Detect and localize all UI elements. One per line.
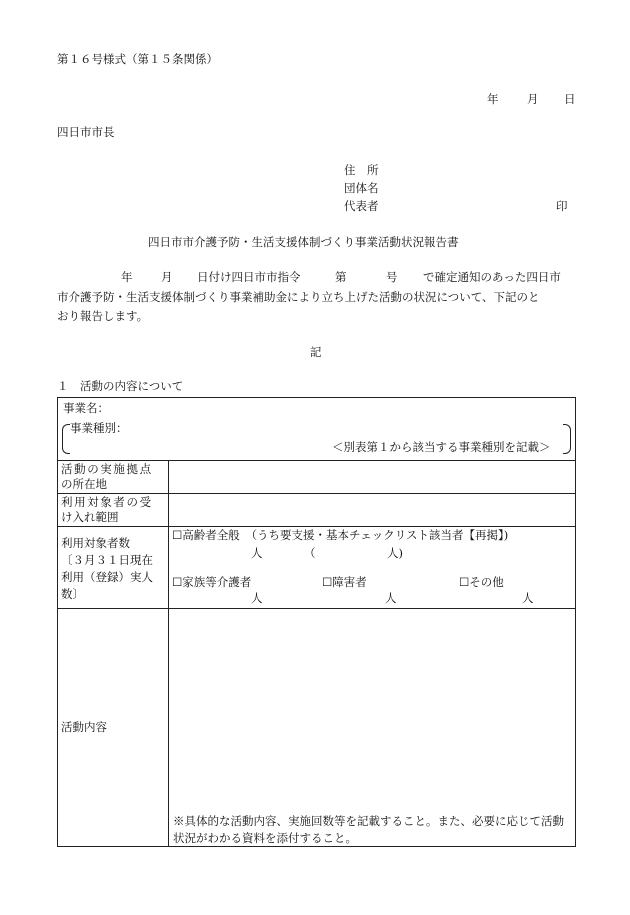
- form-number: 第１６号様式（第１５条関係）: [57, 52, 218, 66]
- location-label-2: の所在地: [61, 477, 107, 491]
- date-year: 年: [487, 92, 499, 106]
- count-label-2: 〔３月３１日現在: [61, 553, 153, 567]
- sender-address-label: 住 所: [344, 163, 379, 177]
- disabled-count-unit: 人: [385, 591, 397, 605]
- right-bracket: [563, 424, 571, 454]
- elderly-count-unit: 人: [251, 546, 263, 560]
- project-name-label: 事業名：: [63, 401, 109, 415]
- count-label-1: 利用対象者数: [61, 536, 130, 550]
- table-border-top: [57, 397, 576, 398]
- paren-open: （: [304, 546, 316, 560]
- ki-heading: 記: [310, 345, 322, 359]
- table-border-left: [57, 397, 58, 847]
- support-count-unit: 人): [387, 546, 403, 560]
- column-divider: [168, 460, 169, 847]
- scope-label-1: 利用対象者の受: [61, 495, 153, 509]
- location-label-1: 活動の実施拠点: [61, 462, 153, 476]
- body-line-3: おり報告します。: [57, 309, 149, 323]
- project-type-note: ＜別表第１から該当する事業種別を記載＞: [332, 440, 551, 454]
- activity-note-line-1: ※具体的な活動内容、実施回数等を記載すること。また、必要に応じて活動: [173, 814, 564, 828]
- body-date-text: 日付け四日市市指令: [197, 270, 301, 284]
- other-checkbox-option[interactable]: ☐その他: [459, 575, 504, 589]
- row-divider: [57, 460, 576, 461]
- sender-group-label: 団体名: [344, 181, 379, 195]
- body-tail: で確定通知のあった四日市: [423, 270, 561, 284]
- date-day: 日: [564, 92, 576, 106]
- count-label-3: 利用（登録）実人: [61, 570, 153, 584]
- row-divider: [57, 526, 576, 527]
- row-divider: [57, 493, 576, 494]
- sender-representative-label: 代表者: [344, 199, 379, 213]
- activity-table: [57, 397, 576, 847]
- body-number-suffix: 号: [386, 270, 398, 284]
- seal-mark: 印: [556, 199, 568, 213]
- disabled-checkbox-option[interactable]: ☐障害者: [322, 575, 367, 589]
- scope-label-2: け入れ範囲: [61, 510, 119, 524]
- elderly-checkbox-option[interactable]: ☐高齢者全般 （うち要支援・基本チェックリスト該当者【再掲】): [172, 528, 509, 542]
- body-year: 年: [121, 270, 133, 284]
- row-divider: [57, 608, 576, 609]
- left-bracket: [62, 424, 70, 454]
- table-border-right: [575, 397, 576, 847]
- section-heading: １ 活動の内容について: [57, 379, 184, 393]
- project-type-label: 事業種別：: [70, 421, 128, 435]
- other-count-unit: 人: [522, 591, 534, 605]
- body-line-2: 市介護予防・生活支援体制づくり事業補助金により立ち上げた活動の状況について、下記のと: [57, 290, 540, 304]
- family-count-unit: 人: [251, 591, 263, 605]
- body-month: 月: [161, 270, 173, 284]
- body-number-prefix: 第: [335, 270, 347, 284]
- table-border-bottom: [57, 846, 576, 847]
- date-month: 月: [527, 92, 539, 106]
- activity-content-label: 活動内容: [61, 720, 107, 734]
- document-title: 四日市市介護予防・生活支援体制づくり事業活動状況報告書: [148, 235, 459, 249]
- addressee: 四日市市長: [57, 125, 115, 139]
- family-caregiver-checkbox-option[interactable]: ☐家族等介護者: [172, 575, 252, 589]
- count-label-4: 数〕: [61, 587, 84, 601]
- activity-note-line-2: 状況がわかる資料を添付すること。: [173, 831, 357, 845]
